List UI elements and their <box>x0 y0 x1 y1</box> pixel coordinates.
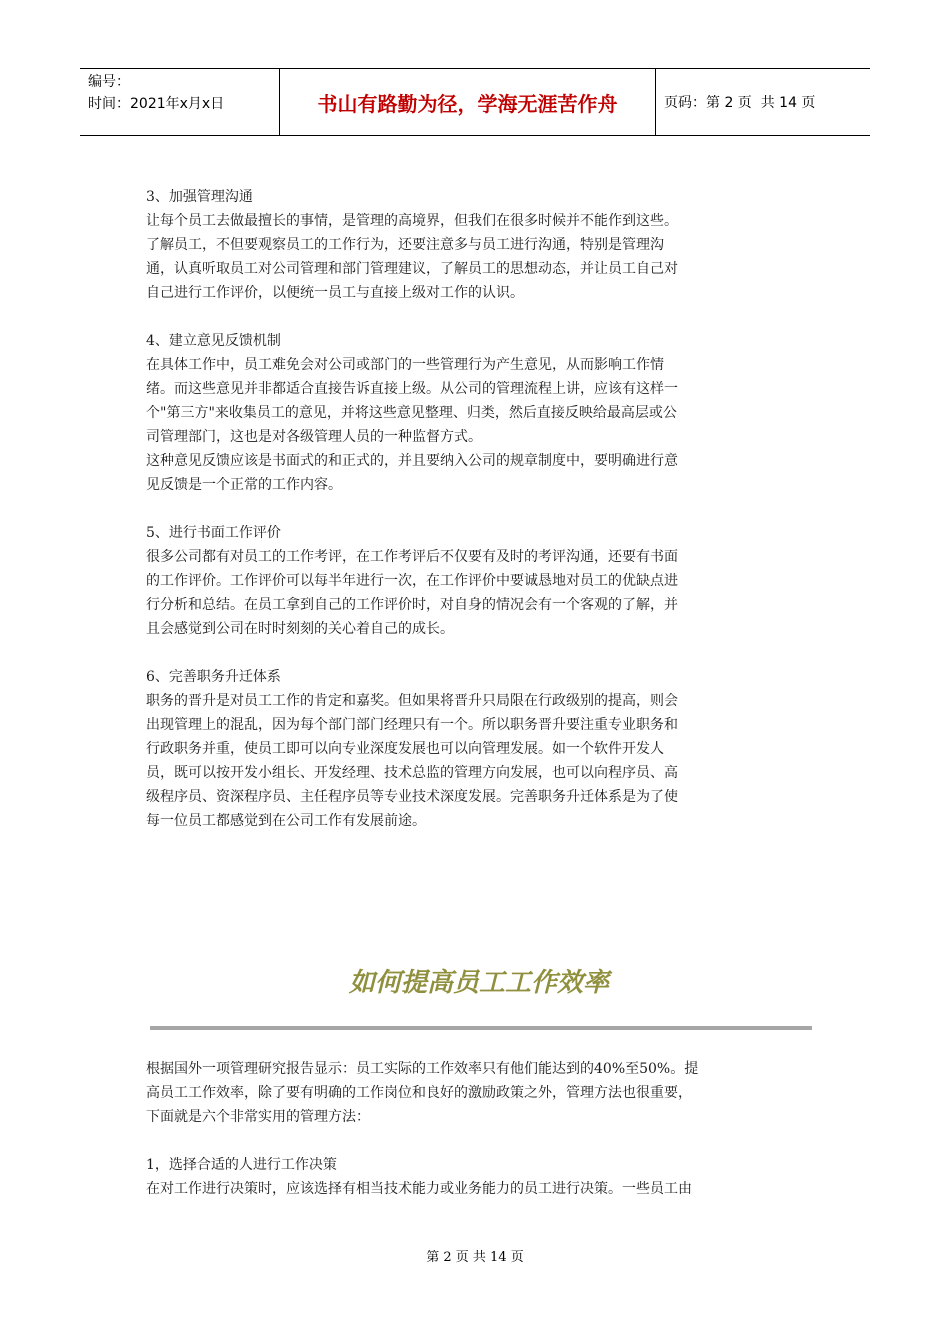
body-line: 很多公司都有对员工的工作考评，在工作考评后不仅要有及时的考评沟通，还要有书面 <box>146 549 678 565</box>
body-line: 根据国外一项管理研究报告显示：员工实际的工作效率只有他们能达到的40%至50%。提 <box>146 1061 699 1077</box>
body-line: 通，认真听取员工对公司管理和部门管理建议，了解员工的思想动态，并让员工自己对 <box>146 261 678 277</box>
body-line: 个"第三方"来收集员工的意见，并将这些意见整理、归类，然后直接反映给最高层或公 <box>146 405 677 421</box>
body-line: 司管理部门，这也是对各级管理人员的一种监督方式。 <box>146 429 482 445</box>
header-page-info: 页码：第 2 页 共 14 页 <box>664 95 816 111</box>
body-line: 职务的晋升是对员工工作的肯定和嘉奖。但如果将晋升只局限在行政级别的提高，则会 <box>146 693 678 709</box>
body-line: 在具体工作中，员工难免会对公司或部门的一些管理行为产生意见，从而影响工作情 <box>146 357 664 373</box>
paragraph-gap <box>146 497 802 521</box>
body-line: 每一位员工都感觉到在公司工作有发展前途。 <box>146 813 426 829</box>
header-time-label: 时间：2021年x月x日 <box>88 96 225 112</box>
body-line: 下面就是六个非常实用的管理方法： <box>146 1109 370 1125</box>
body-line: 且会感觉到公司在时时刻刻的关心着自己的成长。 <box>146 621 454 637</box>
paragraph-gap <box>146 1129 812 1153</box>
body-line: 这种意见反馈应该是书面式的和正式的，并且要纳入公司的规章制度中，要明确进行意 <box>146 453 678 469</box>
body-line: 行政职务并重，使员工即可以向专业深度发展也可以向管理发展。如一个软件开发人 <box>146 741 664 757</box>
paragraph-gap <box>146 641 802 665</box>
body-line: 了解员工，不但要观察员工的工作行为，还要注意多与员工进行沟通，特别是管理沟 <box>146 237 664 253</box>
section-heading: 3、加强管理沟通 <box>146 189 253 205</box>
header-number-label: 编号： <box>88 74 130 90</box>
article-title: 如何提高员工工作效率 <box>348 968 609 998</box>
body-line: 出现管理上的混乱，因为每个部门部门经理只有一个。所以职务晋升要注重专业职务和 <box>146 717 678 733</box>
section-heading: 4、建立意见反馈机制 <box>146 333 281 349</box>
body-line: 行分析和总结。在员工拿到自己的工作评价时，对自身的情况会有一个客观的了解，并 <box>146 597 678 613</box>
section-heading: 5、进行书面工作评价 <box>146 525 281 541</box>
body-line: 高员工工作效率，除了要有明确的工作岗位和良好的激励政策之外，管理方法也很重要， <box>146 1085 692 1101</box>
body-line: 在对工作进行决策时，应该选择有相当技术能力或业务能力的员工进行决策。一些员工由 <box>146 1181 692 1197</box>
header-motto: 书山有路勤为径，学海无涯苦作舟 <box>280 69 656 135</box>
section-heading: 6、完善职务升迁体系 <box>146 669 281 685</box>
section-heading: 1，选择合适的人进行工作决策 <box>146 1157 337 1173</box>
title-divider <box>150 1026 812 1030</box>
paragraph-gap <box>146 305 802 329</box>
body-line: 让每个员工去做最擅长的事情，是管理的高境界，但我们在很多时候并不能作到这些。 <box>146 213 678 229</box>
article-body <box>146 1057 812 1201</box>
body-line: 见反馈是一个正常的工作内容。 <box>146 477 342 493</box>
page-header <box>80 68 870 136</box>
document-body <box>146 185 802 833</box>
body-line: 自己进行工作评价，以便统一员工与直接上级对工作的认识。 <box>146 285 524 301</box>
body-line: 绪。而这些意见并非都适合直接告诉直接上级。从公司的管理流程上讲，应该有这样一 <box>146 381 678 397</box>
body-line: 员，既可以按开发小组长、开发经理、技术总监的管理方向发展，也可以向程序员、高 <box>146 765 678 781</box>
body-line: 的工作评价。工作评价可以每半年进行一次，在工作评价中要诚恳地对员工的优缺点进 <box>146 573 678 589</box>
body-line: 级程序员、资深程序员、主任程序员等专业技术深度发展。完善职务升迁体系是为了使 <box>146 789 678 805</box>
header-meta <box>80 69 280 135</box>
page-footer: 第 2 页 共 14 页 <box>426 1250 524 1265</box>
